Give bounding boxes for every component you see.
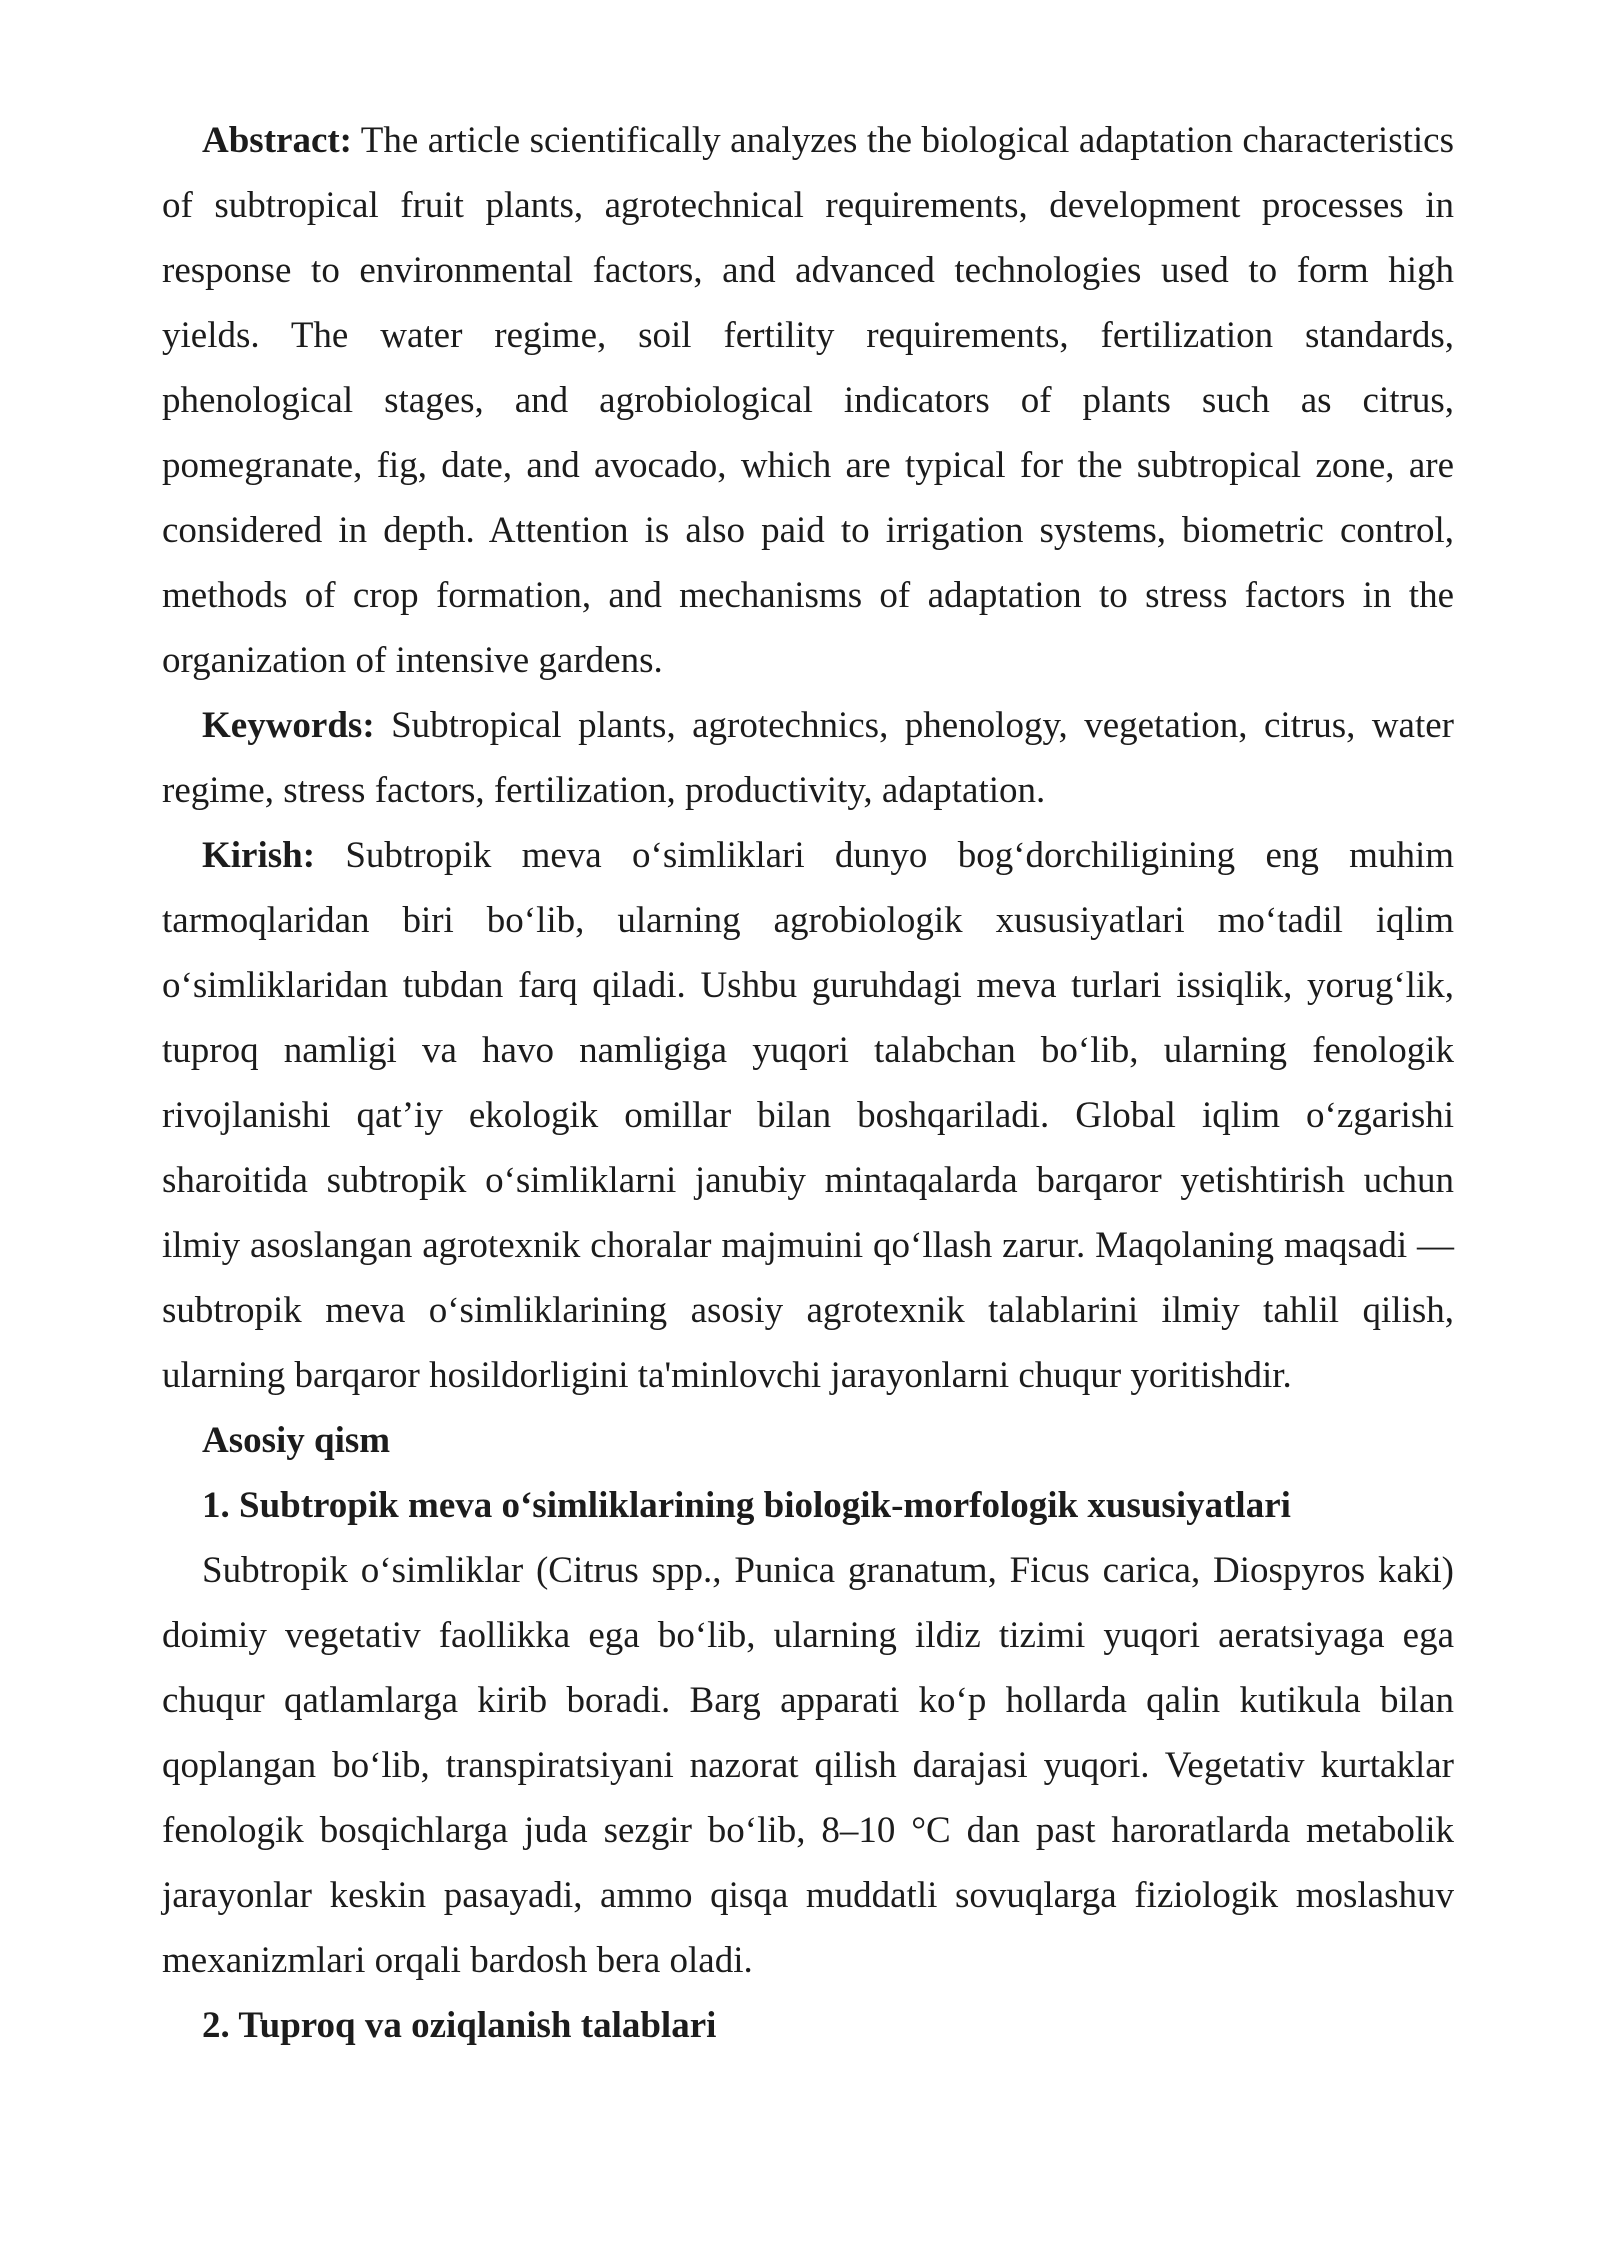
intro-text: Subtropik meva o‘simliklari dunyo bog‘dorchiligining eng muhim tarmoqlaridan biri bo‘lib, ularning agrobiologik xususiyatlari mo‘tadil iqlim o‘simliklaridan tubdan farq qiladi. Ushbu guruhdagi meva turlari issiqlik, yorug‘lik, tuproq namligi va havo namligiga yuqori talabchan bo‘lib, ularning fenologik rivojlanishi qat’iy ekologik omillar bilan boshqariladi. Global iqlim o‘zgarishi sharoitida subtropik o‘simliklarni janubiy mintaqalarda barqaror yetishtirish uchun ilmiy asoslangan agrotexnik choralar majmuini qo‘llash zarur. Maqolaning maqsadi — subtropik meva o‘simliklarining asosiy agrotexnik talablarini ilmiy tahlil qilish, ularning barqaror hosildorligini ta'minlovchi jarayonlarni chuqur yoritishdir. [162, 835, 1455, 1396]
keywords-text: Subtropical plants, agrotechnics, phenology, vegetation, citrus, water regime, stress factors, fertilization, productivity, adaptation. [162, 705, 1454, 811]
section2-heading: 2. Tuproq va oziqlanish talablari [202, 2005, 717, 2046]
abstract-paragraph [162, 108, 1454, 693]
main-section-heading: Asosiy qism [202, 1420, 391, 1461]
intro-paragraph [162, 823, 1454, 1408]
section1-paragraph: Subtropik o‘simliklar (Citrus spp., Punica granatum, Ficus carica, Diospyros kaki) doimiy vegetativ faollikka ega bo‘lib, ularning ildiz tizimi yuqori aeratsiyaga ega chuqur qatlamlarga kirib boradi. Barg apparati ko‘p hollarda qalin kutikula bilan qoplangan bo‘lib, transpiratsiyani nazorat qilish darajasi yuqori. Vegetativ kurtaklar fenologik bosqichlarga juda sezgir bo‘lib, 8–10 °C dan past haroratlarda metabolik jarayonlar keskin pasayadi, ammo qisqa muddatli sovuqlarga fiziologik moslashuv mexanizmlari orqali bardosh bera oladi. [162, 1550, 1454, 1981]
abstract-text: The article scientifically analyzes the biological adaptation characteristics of subtropical fruit plants, agrotechnical requirements, development processes in response to environmental factors, and advanced technologies used to form high yields. The water regime, soil fertility requirements, fertilization standards, phenological stages, and agrobiological indicators of plants such as citrus, pomegranate, fig, date, and avocado, which are typical for the subtropical zone, are considered in depth. Attention is also paid to irrigation systems, biometric control, methods of crop formation, and mechanisms of adaptation to stress factors in the organization of intensive gardens. [162, 120, 1454, 681]
abstract-label: Abstract: [202, 120, 353, 161]
intro-label: Kirish: [202, 835, 316, 876]
document-page [162, 108, 1454, 2058]
section1-heading: 1. Subtropik meva o‘simliklarining biologik-morfologik xususiyatlari [202, 1485, 1291, 1526]
keywords-label: Keywords: [202, 705, 375, 746]
keywords-paragraph [162, 693, 1454, 823]
